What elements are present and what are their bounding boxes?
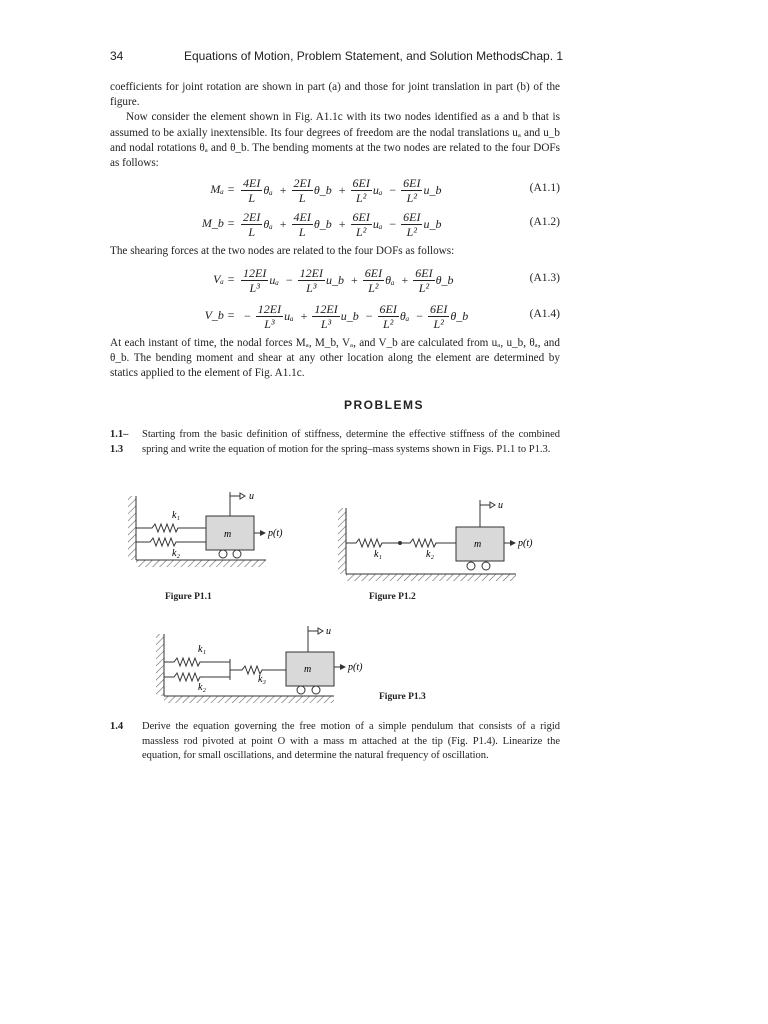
ground-hatch — [346, 574, 516, 581]
fraction-numerator: 12EI — [257, 301, 282, 316]
equation-fraction — [351, 176, 372, 205]
label-m: m — [474, 539, 482, 550]
equation-variable: θₐ — [263, 182, 273, 197]
equation-a1-1 — [110, 172, 560, 208]
problem-number: 1.4 — [110, 721, 124, 732]
equation-operator: − — [244, 308, 251, 323]
equation-a1-3 — [110, 262, 560, 298]
label-m: m — [224, 529, 232, 540]
force-arrow — [340, 664, 346, 670]
equation-fraction — [241, 176, 262, 205]
equation-variable: u_b — [423, 216, 442, 231]
label-k1: k₁ — [198, 644, 206, 655]
equation-number: (A1.2) — [529, 216, 560, 228]
ground-hatch — [164, 696, 334, 703]
wall-hatch — [128, 496, 136, 560]
fraction-numerator: 6EI — [430, 301, 448, 316]
problem-1-4 — [110, 720, 560, 764]
equation-operator: − — [416, 308, 424, 323]
spring-k1 — [136, 524, 206, 532]
fraction-denominator: L³ — [306, 280, 317, 295]
equation-variable: uₐ — [372, 182, 383, 197]
equation-number: (A1.4) — [529, 308, 560, 320]
fraction-denominator: L — [298, 190, 306, 205]
problems-heading: PROBLEMS — [343, 398, 424, 412]
equation-operator: + — [338, 216, 346, 231]
equation-fraction — [428, 302, 449, 331]
fraction-denominator: L² — [433, 316, 444, 331]
equation-fraction — [413, 266, 434, 295]
label-k3: k₃ — [258, 674, 266, 685]
equation-operator: + — [279, 182, 287, 197]
figure-p1-3 — [150, 622, 375, 704]
equation-number: (A1.3) — [529, 272, 560, 284]
equation-lhs: M_b = — [201, 216, 235, 230]
caption-p1-2: Figure P1.2 — [369, 592, 416, 602]
fraction-denominator: L² — [418, 280, 430, 295]
wall-hatch — [338, 508, 346, 574]
equation-operator: + — [279, 216, 287, 231]
fraction-denominator: L³ — [264, 316, 275, 331]
equation-rhs — [240, 206, 444, 242]
equation-operator: + — [300, 308, 308, 323]
spring-k2 — [402, 539, 456, 547]
intro-text — [110, 80, 560, 171]
equation-variable: θ_b — [313, 216, 332, 231]
equation-a1-2 — [110, 206, 560, 242]
equation-fraction — [351, 210, 372, 239]
intro-paragraph-1: coefficients for joint rotation are shown in part (a) and those for joint translation in part (b) of the figure. — [110, 81, 560, 109]
fraction-numerator: 6EI — [415, 265, 433, 280]
fraction-numerator: 4EI — [293, 209, 311, 224]
fraction-numerator: 6EI — [379, 301, 397, 316]
equation-fraction — [292, 210, 313, 239]
force-arrow — [260, 530, 266, 536]
spring-k2 — [164, 673, 230, 681]
fraction-numerator: 4EI — [243, 175, 261, 190]
equation-variable: θ_b — [313, 182, 332, 197]
equation-variable: u_b — [423, 182, 442, 197]
fraction-denominator: L — [298, 224, 306, 239]
equation-a1-4 — [110, 298, 560, 334]
label-u: u — [326, 626, 331, 637]
wheel — [312, 686, 320, 694]
caption-p1-3: Figure P1.3 — [379, 692, 426, 702]
equation-fraction — [401, 176, 422, 205]
wheel — [297, 686, 305, 694]
spring-k1 — [346, 539, 398, 547]
equation-variable: θₐ — [263, 216, 273, 231]
wheel — [482, 562, 490, 570]
label-p: p(t) — [518, 538, 533, 549]
equation-variable: uₐ — [284, 308, 294, 323]
label-k1: k₁ — [172, 510, 180, 521]
fraction-denominator: L² — [406, 224, 417, 239]
equation-operator: + — [350, 272, 358, 287]
equation-operator: − — [365, 308, 373, 323]
fraction-numerator: 6EI — [403, 209, 421, 224]
fraction-numerator: 12EI — [299, 265, 323, 280]
equation-operator: − — [285, 272, 293, 287]
page-number: 34 — [110, 49, 124, 63]
equation-variable: u_b — [325, 272, 344, 287]
problem-text: Starting from the basic definition of stiffness, determine the effective stiffness of the combined spring and write the equation of motion for the spring–mass systems shown in Figs. P1.1 to P1.3. — [142, 429, 560, 455]
equation-variable: uₐ — [372, 216, 383, 231]
u-arrow — [318, 628, 323, 634]
wheel — [467, 562, 475, 570]
fraction-denominator: L² — [406, 190, 417, 205]
equation-rhs — [240, 172, 444, 208]
equation-lhs: V_b = — [204, 308, 235, 322]
equation-operator: + — [338, 182, 346, 197]
equation-fraction — [241, 210, 262, 239]
figure-p1-2 — [332, 490, 550, 582]
equation-variable: θₐ — [399, 308, 410, 323]
equation-fraction — [378, 302, 399, 331]
fraction-numerator: 12EI — [243, 265, 267, 280]
intro-paragraph-2: Now consider the element shown in Fig. A1.1c with its two nodes identified as a and b that is assumed to be axially inextensible. Its four degrees of freedom are the nodal translations uₐ and u_b and nodal rotations θₐ and θ_b. The bending moments at the two nodes are related to the four DOFs as follows: — [110, 111, 560, 170]
problem-1-1-to-1-3 — [110, 428, 560, 457]
u-arrow — [490, 502, 495, 508]
wheel — [219, 550, 227, 558]
chapter-label: Chap. 1 — [521, 49, 564, 63]
fraction-numerator: 2EI — [243, 209, 261, 224]
fraction-denominator: L² — [383, 316, 394, 331]
running-title: Equations of Motion, Problem Statement, and Solution Methods — [184, 49, 523, 63]
equation-fraction — [241, 266, 268, 295]
wheel — [233, 550, 241, 558]
label-u: u — [249, 491, 254, 502]
equation-variable: θ_b — [450, 308, 469, 323]
label-p: p(t) — [268, 528, 283, 539]
equation-fraction — [312, 302, 339, 331]
equation-fraction — [363, 266, 384, 295]
equation-lhs: Mₐ = — [210, 182, 235, 196]
fraction-denominator: L — [248, 190, 255, 205]
fraction-denominator: L — [248, 224, 255, 239]
fraction-numerator: 6EI — [364, 265, 383, 280]
u-arrow — [240, 493, 245, 499]
fraction-denominator: L³ — [320, 316, 332, 331]
equation-fraction — [298, 266, 325, 295]
fraction-denominator: L² — [356, 224, 367, 239]
equation-variable: θₐ — [385, 272, 395, 287]
fraction-denominator: L² — [356, 190, 367, 205]
figure-p1-1 — [120, 486, 310, 601]
equation-variable: u_b — [340, 308, 359, 323]
label-m: m — [304, 664, 312, 675]
equation-fraction — [292, 176, 313, 205]
problem-text: Derive the equation governing the free motion of a simple pendulum that consists of a rigid massless rod pivoted at point O with a mass m attached at the tip (Fig. P1.4). Linearize the equation, for small oscillations, and determine the natural frequency of oscillation. — [142, 721, 560, 761]
equation-fraction — [401, 210, 422, 239]
fraction-numerator: 12EI — [314, 301, 338, 316]
ground-hatch — [136, 560, 266, 567]
fraction-numerator: 6EI — [352, 209, 370, 224]
label-k2: k₂ — [198, 682, 206, 693]
equation-number: (A1.1) — [529, 182, 560, 194]
label-k2: k₂ — [426, 549, 434, 560]
equation-fraction — [256, 302, 283, 331]
equation-operator: − — [389, 182, 397, 197]
caption-p1-1: Figure P1.1 — [165, 592, 212, 602]
equation-rhs — [240, 298, 471, 334]
label-p: p(t) — [348, 662, 363, 673]
fraction-numerator: 6EI — [352, 175, 370, 190]
wall-hatch — [156, 634, 164, 696]
shear-intro: The shearing forces at the two nodes are related to the four DOFs as follows: — [110, 245, 455, 257]
fraction-denominator: L² — [368, 280, 379, 295]
label-k2: k₂ — [172, 548, 180, 559]
equation-rhs — [240, 262, 456, 298]
equation-lhs: Vₐ = — [213, 272, 235, 286]
label-k1: k₁ — [374, 549, 382, 560]
spring-k1 — [164, 658, 230, 666]
after-equations-text: At each instant of time, the nodal forces Mₐ, M_b, Vₐ, and V_b are calculated from uₐ, u_b, θₐ, and θ_b. The bending moment and shear at any other location along the element are determined by statics applied to the element of Fig. A1.1c. — [110, 337, 560, 380]
fraction-numerator: 2EI — [293, 175, 311, 190]
equation-variable: uₐ — [269, 272, 279, 287]
label-u: u — [498, 500, 503, 511]
fraction-denominator: L³ — [249, 280, 260, 295]
force-arrow — [510, 540, 516, 546]
fraction-numerator: 6EI — [403, 175, 421, 190]
equation-operator: − — [389, 216, 397, 231]
equation-operator: + — [401, 272, 409, 287]
spring-k3 — [230, 666, 286, 674]
spring-k2 — [136, 538, 206, 546]
equation-variable: θ_b — [435, 272, 454, 287]
problem-number: 1.1– 1.3 — [110, 429, 129, 455]
